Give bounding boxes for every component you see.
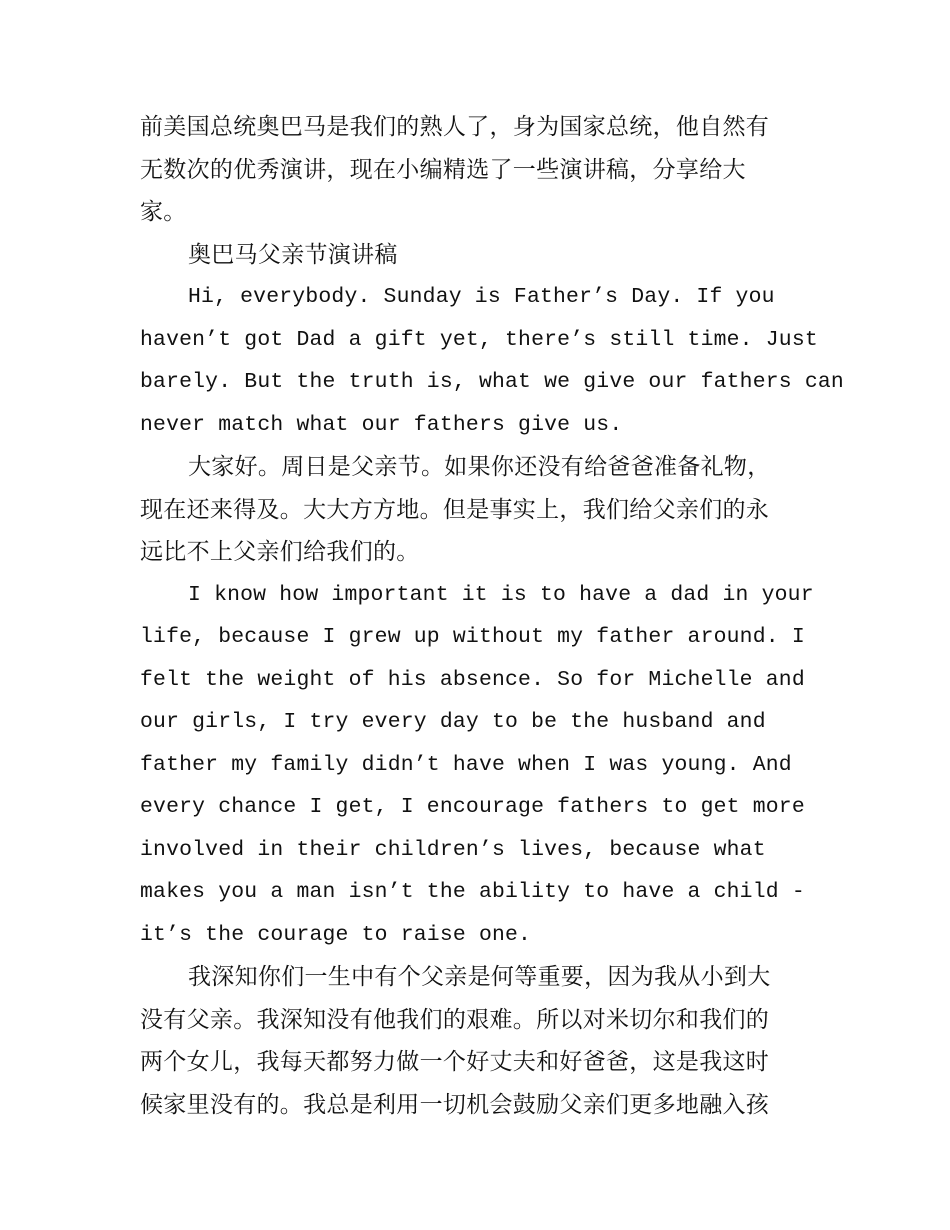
english-line: our girls, I try every day to be the husband and	[140, 710, 766, 734]
intro-line: 前美国总统奥巴马是我们的熟人了，身为国家总统，他自然有	[140, 114, 770, 140]
english-line: barely. But the truth is, what we give our fathers can	[140, 370, 844, 394]
english-paragraph-1	[140, 276, 844, 446]
english-line: every chance I get, I encourage fathers to get more	[140, 795, 805, 819]
chinese-paragraph-2	[140, 956, 820, 1126]
chinese-line: 我深知你们一生中有个父亲是何等重要，因为我从小到大	[188, 964, 771, 990]
chinese-line: 现在还来得及。大大方方地。但是事实上，我们给父亲们的永	[140, 496, 770, 523]
english-line: Hi, everybody. Sunday is Father’s Day. If you	[188, 285, 775, 309]
chinese-line: 远比不上父亲们给我们的。	[140, 539, 420, 565]
chinese-paragraph-1	[140, 446, 820, 574]
english-line: makes you a man isn’t the ability to have a child -	[140, 880, 805, 904]
intro-paragraph	[140, 106, 820, 234]
speech-title-text: 奥巴马父亲节演讲稿	[188, 241, 398, 268]
english-line: life, because I grew up without my father around. I	[140, 625, 805, 649]
speech-title	[140, 234, 820, 277]
chinese-line: 候家里没有的。我总是利用一切机会鼓励父亲们更多地融入孩	[140, 1091, 770, 1118]
chinese-line: 没有父亲。我深知没有他我们的艰难。所以对米切尔和我们的	[140, 1006, 770, 1033]
english-line: felt the weight of his absence. So for Michelle and	[140, 667, 805, 692]
chinese-line: 大家好。周日是父亲节。如果你还没有给爸爸准备礼物，	[188, 454, 771, 480]
english-line: father my family didn’t have when I was young. And	[140, 752, 792, 777]
chinese-line: 两个女儿，我每天都努力做一个好丈夫和好爸爸，这是我这时	[140, 1049, 770, 1075]
english-line: it’s the courage to raise one.	[140, 922, 532, 947]
english-line: involved in their children’s lives, because what	[140, 837, 766, 862]
intro-line: 家。	[140, 199, 187, 225]
intro-line: 无数次的优秀演讲，现在小编精选了一些演讲稿，分享给大	[140, 156, 746, 183]
document-body	[140, 106, 844, 1126]
english-line: haven’t got Dad a gift yet, there’s still time. Just	[140, 327, 818, 352]
english-paragraph-2	[140, 574, 820, 957]
english-line: never match what our fathers give us.	[140, 412, 623, 437]
english-line: I know how important it is to have a dad in your	[188, 582, 814, 607]
